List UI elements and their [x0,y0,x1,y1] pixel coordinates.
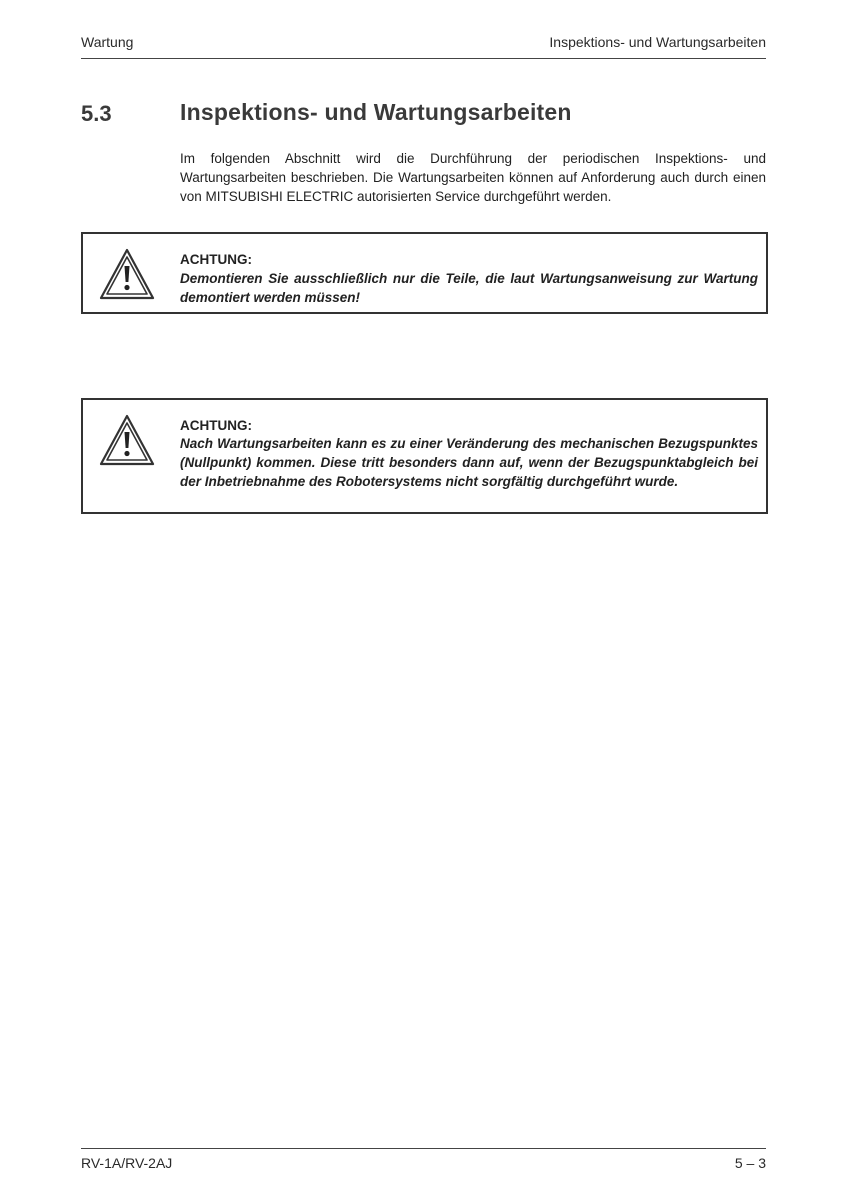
footer-divider [81,1148,766,1149]
header-divider [81,58,766,59]
running-header-section: Inspektions- und Wartungsarbeiten [549,34,766,50]
running-header-chapter: Wartung [81,34,134,50]
warning-box [81,232,768,314]
page-number: 5 – 3 [734,1155,766,1171]
section-title: Inspektions- und Wartungsarbeiten [180,99,572,125]
warning-heading: ACHTUNG: [180,418,252,433]
warning-heading: ACHTUNG: [180,252,252,267]
warning-text: Demontieren Sie ausschließlich nur die Teile, die laut Wartungsanweisung zur Wartung demontiert werden müssen! [180,271,758,305]
intro-paragraph: Im folgenden Abschnitt wird die Durchführung der periodischen Inspektions- und Wartungsarbeiten beschrieben. Die Wartungsarbeiten können auf Anforderung auch durch einen von MITSUBISHI ELECTRIC autorisierten Service durchgeführt werden. [180,151,766,204]
warning-triangle-icon [99,414,155,466]
warning-text: Nach Wartungsarbeiten kann es zu einer Veränderung des mechanischen Bezugspunktes (Nullpunkt) kommen. Diese tritt besonders dann auf, wenn der Bezugspunktabgleich bei der Inbetriebnahme des Robotersystems nicht sorgfältig durchgeführt wurde. [180,436,758,489]
section-number: 5.3 [81,101,112,126]
warning-triangle-icon [99,248,155,300]
warning-box [81,398,768,514]
footer-model: RV-1A/RV-2AJ [81,1155,173,1171]
